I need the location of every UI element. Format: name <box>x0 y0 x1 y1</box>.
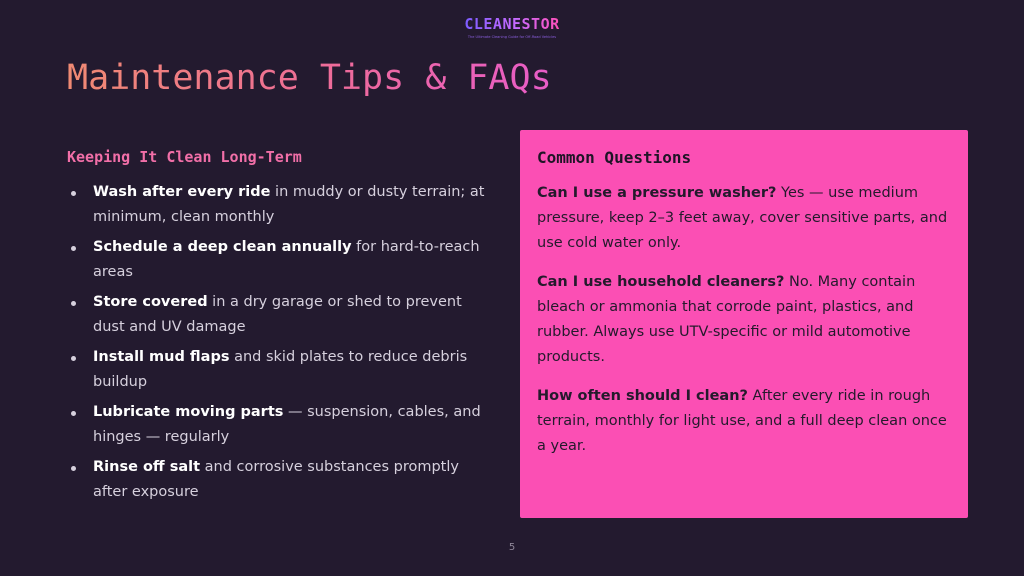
faq-answer: After every ride in rough terrain, monthly for light use, and a full deep clean once a year. <box>537 388 947 454</box>
brand-tagline: The Ultimate Cleaning Guide for Off-Road Vehicles <box>467 35 557 39</box>
tips-heading: Keeping It Clean Long-Term <box>67 148 302 166</box>
tip-text: and skid plates to reduce debris buildup <box>93 349 468 390</box>
faq-question: How often should I clean? <box>537 388 748 404</box>
bullet-icon <box>71 411 76 416</box>
tip-item <box>67 345 497 395</box>
tip-text: in muddy or dusty terrain; at minimum, clean monthly <box>93 184 485 225</box>
tip-text: for hard-to-reach areas <box>93 239 480 280</box>
bullet-icon <box>71 246 76 251</box>
tip-item <box>67 455 497 505</box>
faq-heading: Common Questions <box>537 148 692 167</box>
faq-card <box>520 130 968 518</box>
brand-logo <box>0 14 1024 39</box>
tip-bold: Wash after every ride <box>93 184 271 200</box>
bullet-icon <box>71 191 76 196</box>
page-number: 5 <box>508 542 516 553</box>
faq-item <box>537 270 951 370</box>
faq-answer: No. Many contain bleach or ammonia that corrode paint, plastics, and rubber. Always use UTV-specific or mild automotive products. <box>537 274 916 365</box>
faq-item <box>537 384 951 459</box>
tip-item <box>67 235 497 285</box>
bullet-icon <box>71 356 76 361</box>
brand-name: CLEANESTOR <box>464 15 560 33</box>
tip-item <box>67 400 497 450</box>
tip-bold: Store covered <box>93 294 208 310</box>
tips-section <box>67 148 497 510</box>
tip-text: and corrosive substances promptly after exposure <box>93 459 459 500</box>
slide-title: Maintenance Tips & FAQs <box>67 58 552 98</box>
tip-bold: Lubricate moving parts <box>93 404 284 420</box>
faq-question: Can I use a pressure washer? <box>537 185 777 201</box>
tip-item <box>67 290 497 340</box>
tip-bold: Install mud flaps <box>93 349 230 365</box>
bullet-icon <box>71 301 76 306</box>
faq-item <box>537 181 951 256</box>
faq-answer: Yes — use medium pressure, keep 2–3 feet away, cover sensitive parts, and use cold water only. <box>537 185 948 251</box>
tip-bold: Rinse off salt <box>93 459 201 475</box>
tip-text: in a dry garage or shed to prevent dust and UV damage <box>93 294 462 335</box>
faq-question: Can I use household cleaners? <box>537 274 785 290</box>
tip-item <box>67 180 497 230</box>
tip-bold: Schedule a deep clean annually <box>93 239 352 255</box>
tip-text: — suspension, cables, and hinges — regularly <box>93 404 481 445</box>
bullet-icon <box>71 466 76 471</box>
tips-list <box>67 180 497 505</box>
